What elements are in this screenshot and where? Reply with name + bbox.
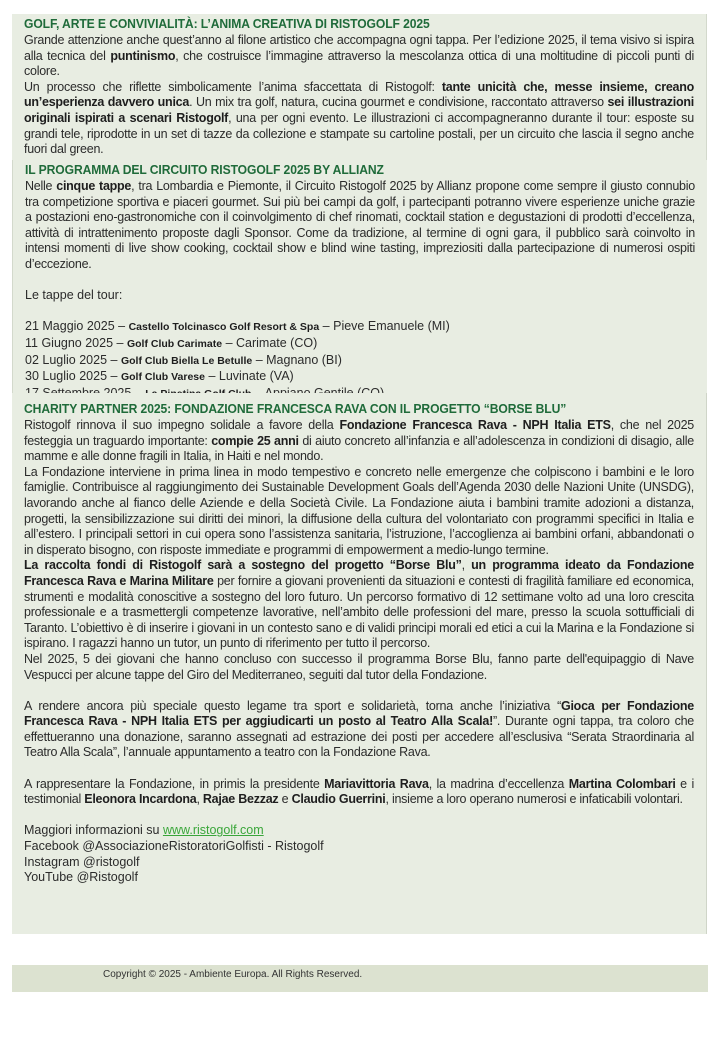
section-charity [12,393,707,934]
paragraph: La Fondazione interviene in prima linea in modo tempestivo e concreto nelle emergenze che colpiscono i bambini e le loro famiglie. Contribuisce al raggiungimento dei Sustainable Development Goals dell’Agenda 2030 delle Nazioni Unite (UNSDG), lavorando anche al fianco delle Aziende e della Società Civile. La Fondazione aiuta i bambini tramite adozioni a distanza, progetti, la sensibilizzazione sui diritti dei minori, la diffusione della cultura del volontariato con programmi specifici in Italia e all’estero. I principali settori in cui opera sono l’assistenza sanitaria, l’istruzione, l’accoglienza ai bambini orfani, abbandonati o in disperato bisogno, con risposte immediate e programmi di empowerment a medio-lungo termine. [24,464,694,557]
tour-date: 11 Giugno 2025 [25,335,114,350]
paragraph: Nel 2025, 5 dei giovani che hanno concluso con successo il programma Borse Blu, fanno parte dell'equipaggio di Nave Vespucci per alcune tappe del Giro del Mediterraneo, seguiti dal tutor della Fondazione. [24,651,694,682]
emphasis: un programma ideato da Fondazione Francesca Rava e Marina Militare [24,558,694,588]
tour-date: 02 Luglio 2025 [25,352,108,367]
section-title: CHARITY PARTNER 2025: FONDAZIONE FRANCESCA RAVA CON IL PROGETTO “BORSE BLU” [24,402,567,416]
youtube-line: YouTube @Ristogolf [24,870,138,885]
section-program [12,160,707,393]
tour-place: Magnano (BI) [266,352,342,367]
emphasis: La raccolta fondi di Ristogolf sarà a sostegno del progetto “Borse Blu” [24,558,462,573]
facebook-line: Facebook @AssociazioneRistoratoriGolfisti - Ristogolf [24,839,324,854]
emphasis: tante unicità che, messe insieme, creano un’esperienza davvero unica [24,79,695,110]
emphasis: Fondazione Francesca Rava - NPH Italia ETS [339,418,611,432]
tour-club: Golf Club Varese [120,371,205,384]
website-line: Maggiori informazioni su www.ristogolf.com [24,823,264,838]
paragraph: Ristogolf rinnova il suo impegno solidale a favore della Fondazione Francesca Rava - NPH Italia ETS, che nel 2025 festeggia un traguardo importante: compie 25 anni di aiuto concreto all’infanzia e all’adolescenza in condizioni di disagio, alle mamme e alle donne fragili in Italia, in Haiti e nel mondo. [24,418,694,464]
emphasis: Mariavittoria Rava [324,776,429,791]
contact-info [24,823,694,885]
emphasis: puntinismo [110,48,176,63]
paragraph: A rendere ancora più speciale questo legame tra sport e solidarietà, torna anche l’iniziativa “Gioca per Fondazione Francesca Rava - NPH Italia ETS per aggiudicarti un posto al Teatro Alla Scala!”. Durante ogni tappa, tra coloro che effettueranno una donazione, saranno assegnati ad estrazione dei posti per accedere all’esclusiva “Serata Straordinaria al Teatro Alla Scala”, l’annuale appuntamento a teatro con la Fondazione Rava. [24,698,695,760]
tour-item: 21 Maggio 2025 – Castello Tolcinasco Golf Resort & Spa – Pieve Emanuele (MI) [25,319,450,334]
tour-club: Golf Club Biella Le Betulle [120,354,253,367]
tour-item: 11 Giugno 2025 – Golf Club Carimate – Carimate (CO) [25,335,318,350]
paragraph: Un processo che riflette simbolicamente l’anima sfaccettata di Ristogolf: tante unicità che, messe insieme, creano un’esperienza davvero unica. Un mix tra golf, natura, cucina gourmet e condivisione, raccontato attraverso sei illustrazioni originali ispirati a scenari Ristogolf, una per ogni evento. Le illustrazioni ci accompagneranno durante il tour: esposte su grandi tele, riprodotte in un set di tazze da collezione e stampate su cartoline postali, per un circuito che lascia il segno anche fuori dal green. [24,79,695,157]
tour-item: 30 Luglio 2025 – Golf Club Varese – Luvinate (VA) [25,369,294,384]
website-link[interactable]: www.ristogolf.com [162,823,264,838]
tour-place: Luvinate (VA) [218,369,294,384]
emphasis: Rajae Bezzaz [202,792,279,807]
section-title: IL PROGRAMMA DEL CIRCUITO RISTOGOLF 2025 BY ALLIANZ [25,163,384,177]
emphasis: cinque tappe [56,179,132,193]
emphasis: Martina Colombari [568,776,676,791]
tour-date: 21 Maggio 2025 [25,319,115,334]
tour-item: 02 Luglio 2025 – Golf Club Biella Le Betulle – Magnano (BI) [25,352,342,367]
tour-list [25,319,695,402]
emphasis: sei illustrazioni originali ispirati a scenari Ristogolf [24,95,694,125]
section-art [12,14,707,160]
tour-club: Golf Club Carimate [126,337,223,350]
emphasis: compie 25 anni [211,433,299,448]
tour-date: 30 Luglio 2025 [25,369,108,384]
emphasis: Gioca per Fondazione Francesca Rava - NPH Italia ETS per aggiudicarti un posto al Teatro Alla Scala! [24,698,695,729]
footer [12,965,708,992]
paragraph: Grande attenzione anche quest’anno al filone artistico che accompagna ogni tappa. Per l’edizione 2025, il tema visivo si ispira alla tecnica del puntinismo, che costruisce l’immagine attraverso la mescolanza ottica di una moltitudine di piccoli punti di colore. [24,33,694,79]
copyright-text: Copyright © 2025 - Ambiente Europa. All Rights Reserved. [103,969,363,980]
tour-place: Carimate (CO) [236,335,318,350]
section-title: GOLF, ARTE E CONVIVIALITÀ: L’ANIMA CREATIVA DI RISTOGOLF 2025 [24,17,430,31]
instagram-line: Instagram @ristogolf [24,854,140,869]
tour-intro: Le tappe del tour: [25,288,123,303]
emphasis: Eleonora Incardona [84,792,197,807]
paragraph: La raccolta fondi di Ristogolf sarà a sostegno del progetto “Borse Blu”, un programma ideato da Fondazione Francesca Rava e Marina Militare per fornire a giovani provenienti da situazioni e contesti di fragilità familiare ed economica, strumenti e modalità conoscitive a sostegno del loro futuro. Un percorso formativo di 12 settimane volto ad una loro crescita professionale e a trasmettergli competenze lavorative, nell’ambito delle professioni del mare, presso la scuola sottufficiali di Taranto. L’obiettivo è di inserire i giovani in un contesto sano e di validi principi morali ed etici a cui la Marina e la Fondazione si ispirano. I ragazzi hanno un tutor, un punto di riferimento per tutto il percorso. [24,558,695,651]
tour-club: Castello Tolcinasco Golf Resort & Spa [128,321,320,334]
tour-place: Pieve Emanuele (MI) [333,319,450,334]
paragraph: Nelle cinque tappe, tra Lombardia e Piemonte, il Circuito Ristogolf 2025 by Allianz propone come sempre il giusto connubio tra competizione sportiva e piaceri gourmet. Sui più bei campi da golf, i partecipanti potranno vivere esperienze uniche grazie a postazioni eno-gastronomiche con il coinvolgimento di chef rinomati, cocktail station e degustazioni di prodotti d’eccellenza, attività di intrattenimento proposte dagli Sponsor. Come da tradizione, al termine di ogni gara, il pubblico sarà coinvolto in intensi momenti di live show cooking, cocktail show e blind wine tasting, impreziositi dalla partecipazione di numerosi ospiti d’eccezione. [25,179,695,271]
emphasis: Claudio Guerrini [291,792,386,807]
paragraph: A rappresentare la Fondazione, in primis la presidente Mariavittoria Rava, la madrina d’eccellenza Martina Colombari e i testimonial Eleonora Incardona, Rajae Bezzaz e Claudio Guerrini, insieme a loro operano numerosi e infaticabili volontari. [24,776,694,807]
